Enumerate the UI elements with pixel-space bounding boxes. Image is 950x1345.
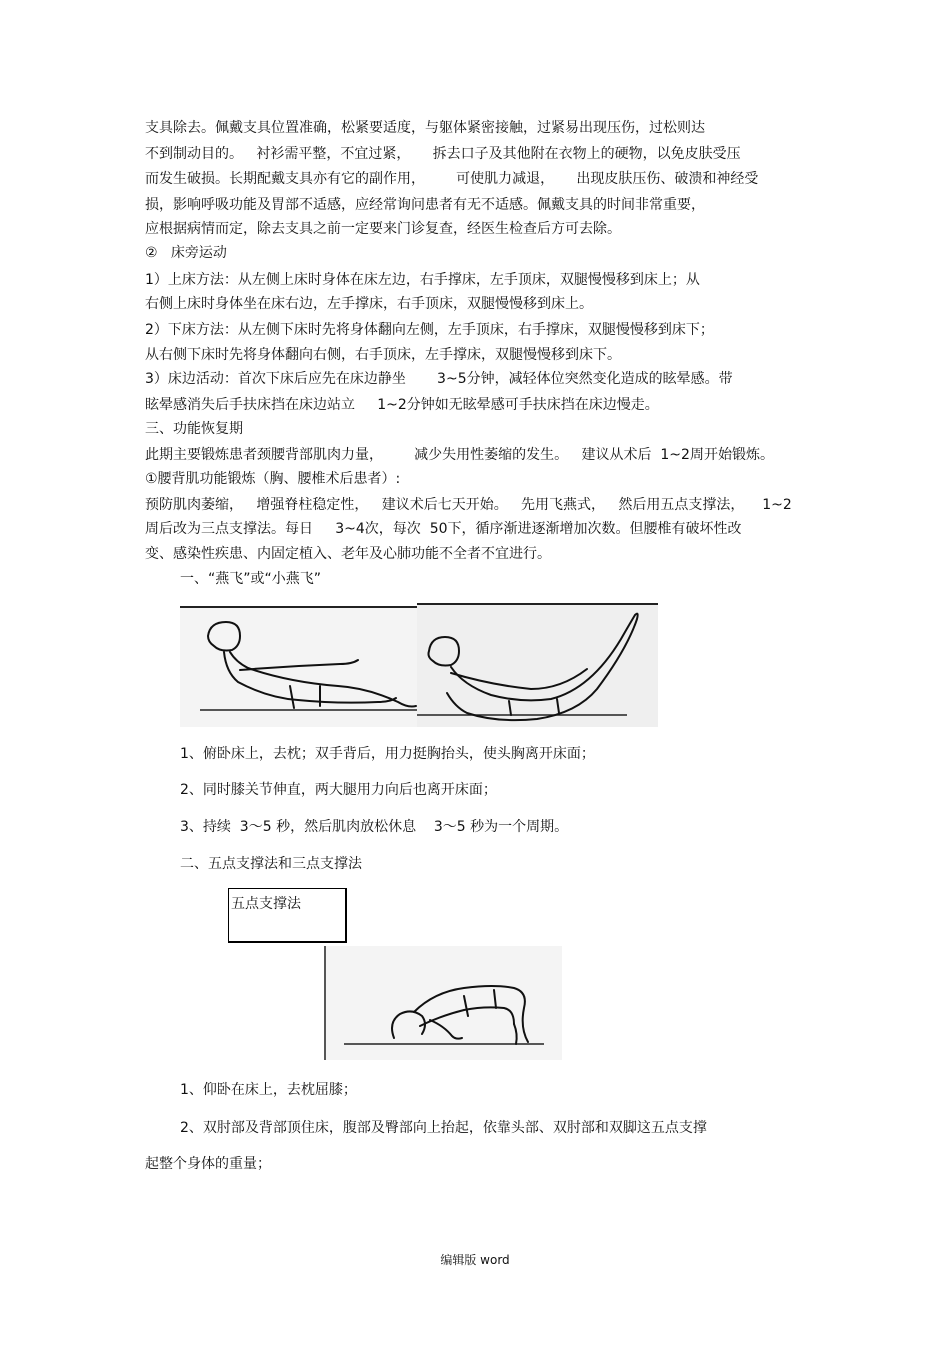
- paragraph-line: 预防肌肉萎缩， 增强脊柱稳定性， 建议术后七天开始。 先用飞燕式， 然后用五点支撑法， 1~2: [145, 497, 792, 513]
- subsection-heading: ①腰背肌功能锻炼（胸、腰椎术后患者）:: [145, 471, 401, 487]
- paragraph-line: 2）下床方法：从左侧下床时先将身体翻向左侧，左手顶床，右手撑床，双腿慢慢移到床下；: [145, 322, 714, 338]
- paragraph-line: 眩晕感消失后手扶床挡在床边站立 1~2分钟如无眩晕感可手扶床挡在床边慢走。: [145, 397, 659, 413]
- five-point-support-image: [324, 946, 562, 1060]
- paragraph-line: 而发生破损。长期配戴支具亦有它的副作用， 可使肌力减退， 出现皮肤压伤、破溃和神经受: [145, 171, 759, 187]
- paragraph-line: 损，影响呼吸功能及胃部不适感，应经常询问患者有无不适感。佩戴支具的时间非常重要，: [145, 197, 705, 213]
- exercise-step: 1、仰卧在床上，去枕屈膝；: [180, 1082, 357, 1098]
- exercise-title-swallow: 一、“燕飞”或“小燕飞”: [180, 571, 322, 587]
- swallow-exercise-image-left: [180, 606, 417, 727]
- exercise-title-support: 二、五点支撑法和三点支撑法: [180, 856, 362, 872]
- section-heading: 三、功能恢复期: [145, 421, 243, 437]
- paragraph-line: 支具除去。佩戴支具位置准确，松紧要适度，与躯体紧密接触，过紧易出现压伤，过松则达: [145, 120, 705, 136]
- paragraph-line: 应根据病情而定，除去支具之前一定要来门诊复查，经医生检查后方可去除。: [145, 221, 621, 237]
- five-point-support-label: 五点支撑法: [231, 896, 301, 912]
- paragraph-line: 1）上床方法：从左侧上床时身体在床左边，右手撑床，左手顶床，双腿慢慢移到床上；从: [145, 272, 700, 288]
- paragraph-line: 此期主要锻炼患者颈腰背部肌肉力量， 减少失用性萎缩的发生。 建议从术后 1~2周开始锻炼。: [145, 447, 774, 463]
- five-point-support-label-box: [228, 888, 347, 943]
- paragraph-line: 右侧上床时身体坐在床右边，左手撑床，右手顶床，双腿慢慢移到床上。: [145, 296, 593, 312]
- swallow-exercise-image-right: [417, 603, 658, 727]
- paragraph-line: 不到制动目的。 衬衫需平整，不宜过紧， 拆去口子及其他附在衣物上的硬物，以免皮肤受压: [145, 146, 741, 162]
- exercise-step: 3、持续 3～5 秒，然后肌肉放松休息 3～5 秒为一个周期。: [180, 819, 569, 835]
- paragraph-line: 3）床边活动：首次下床后应先在床边静坐 3~5分钟，减轻体位突然变化造成的眩晕感。带: [145, 371, 733, 387]
- subsection-heading: ② 床旁运动: [145, 245, 227, 261]
- exercise-step: 2、同时膝关节伸直，两大腿用力向后也离开床面；: [180, 782, 497, 798]
- exercise-step: 1、俯卧床上，去枕；双手背后，用力挺胸抬头，使头胸离开床面；: [180, 746, 595, 762]
- paragraph-line: 变、感染性疾患、内固定植入、老年及心肺功能不全者不宜进行。: [145, 546, 551, 562]
- exercise-step-continuation: 起整个身体的重量；: [145, 1156, 271, 1172]
- paragraph-line: 周后改为三点支撑法。每日 3~4次，每次 50下，循序渐进逐渐增加次数。但腰椎有破坏性改: [145, 521, 742, 537]
- paragraph-line: 从右侧下床时先将身体翻向右侧，右手顶床，左手撑床，双腿慢慢移到床下。: [145, 347, 621, 363]
- exercise-step: 2、双肘部及背部顶住床，腹部及臀部向上抬起，依靠头部、双肘部和双脚这五点支撑: [180, 1120, 707, 1136]
- page-footer: 编辑版 word: [440, 1253, 510, 1267]
